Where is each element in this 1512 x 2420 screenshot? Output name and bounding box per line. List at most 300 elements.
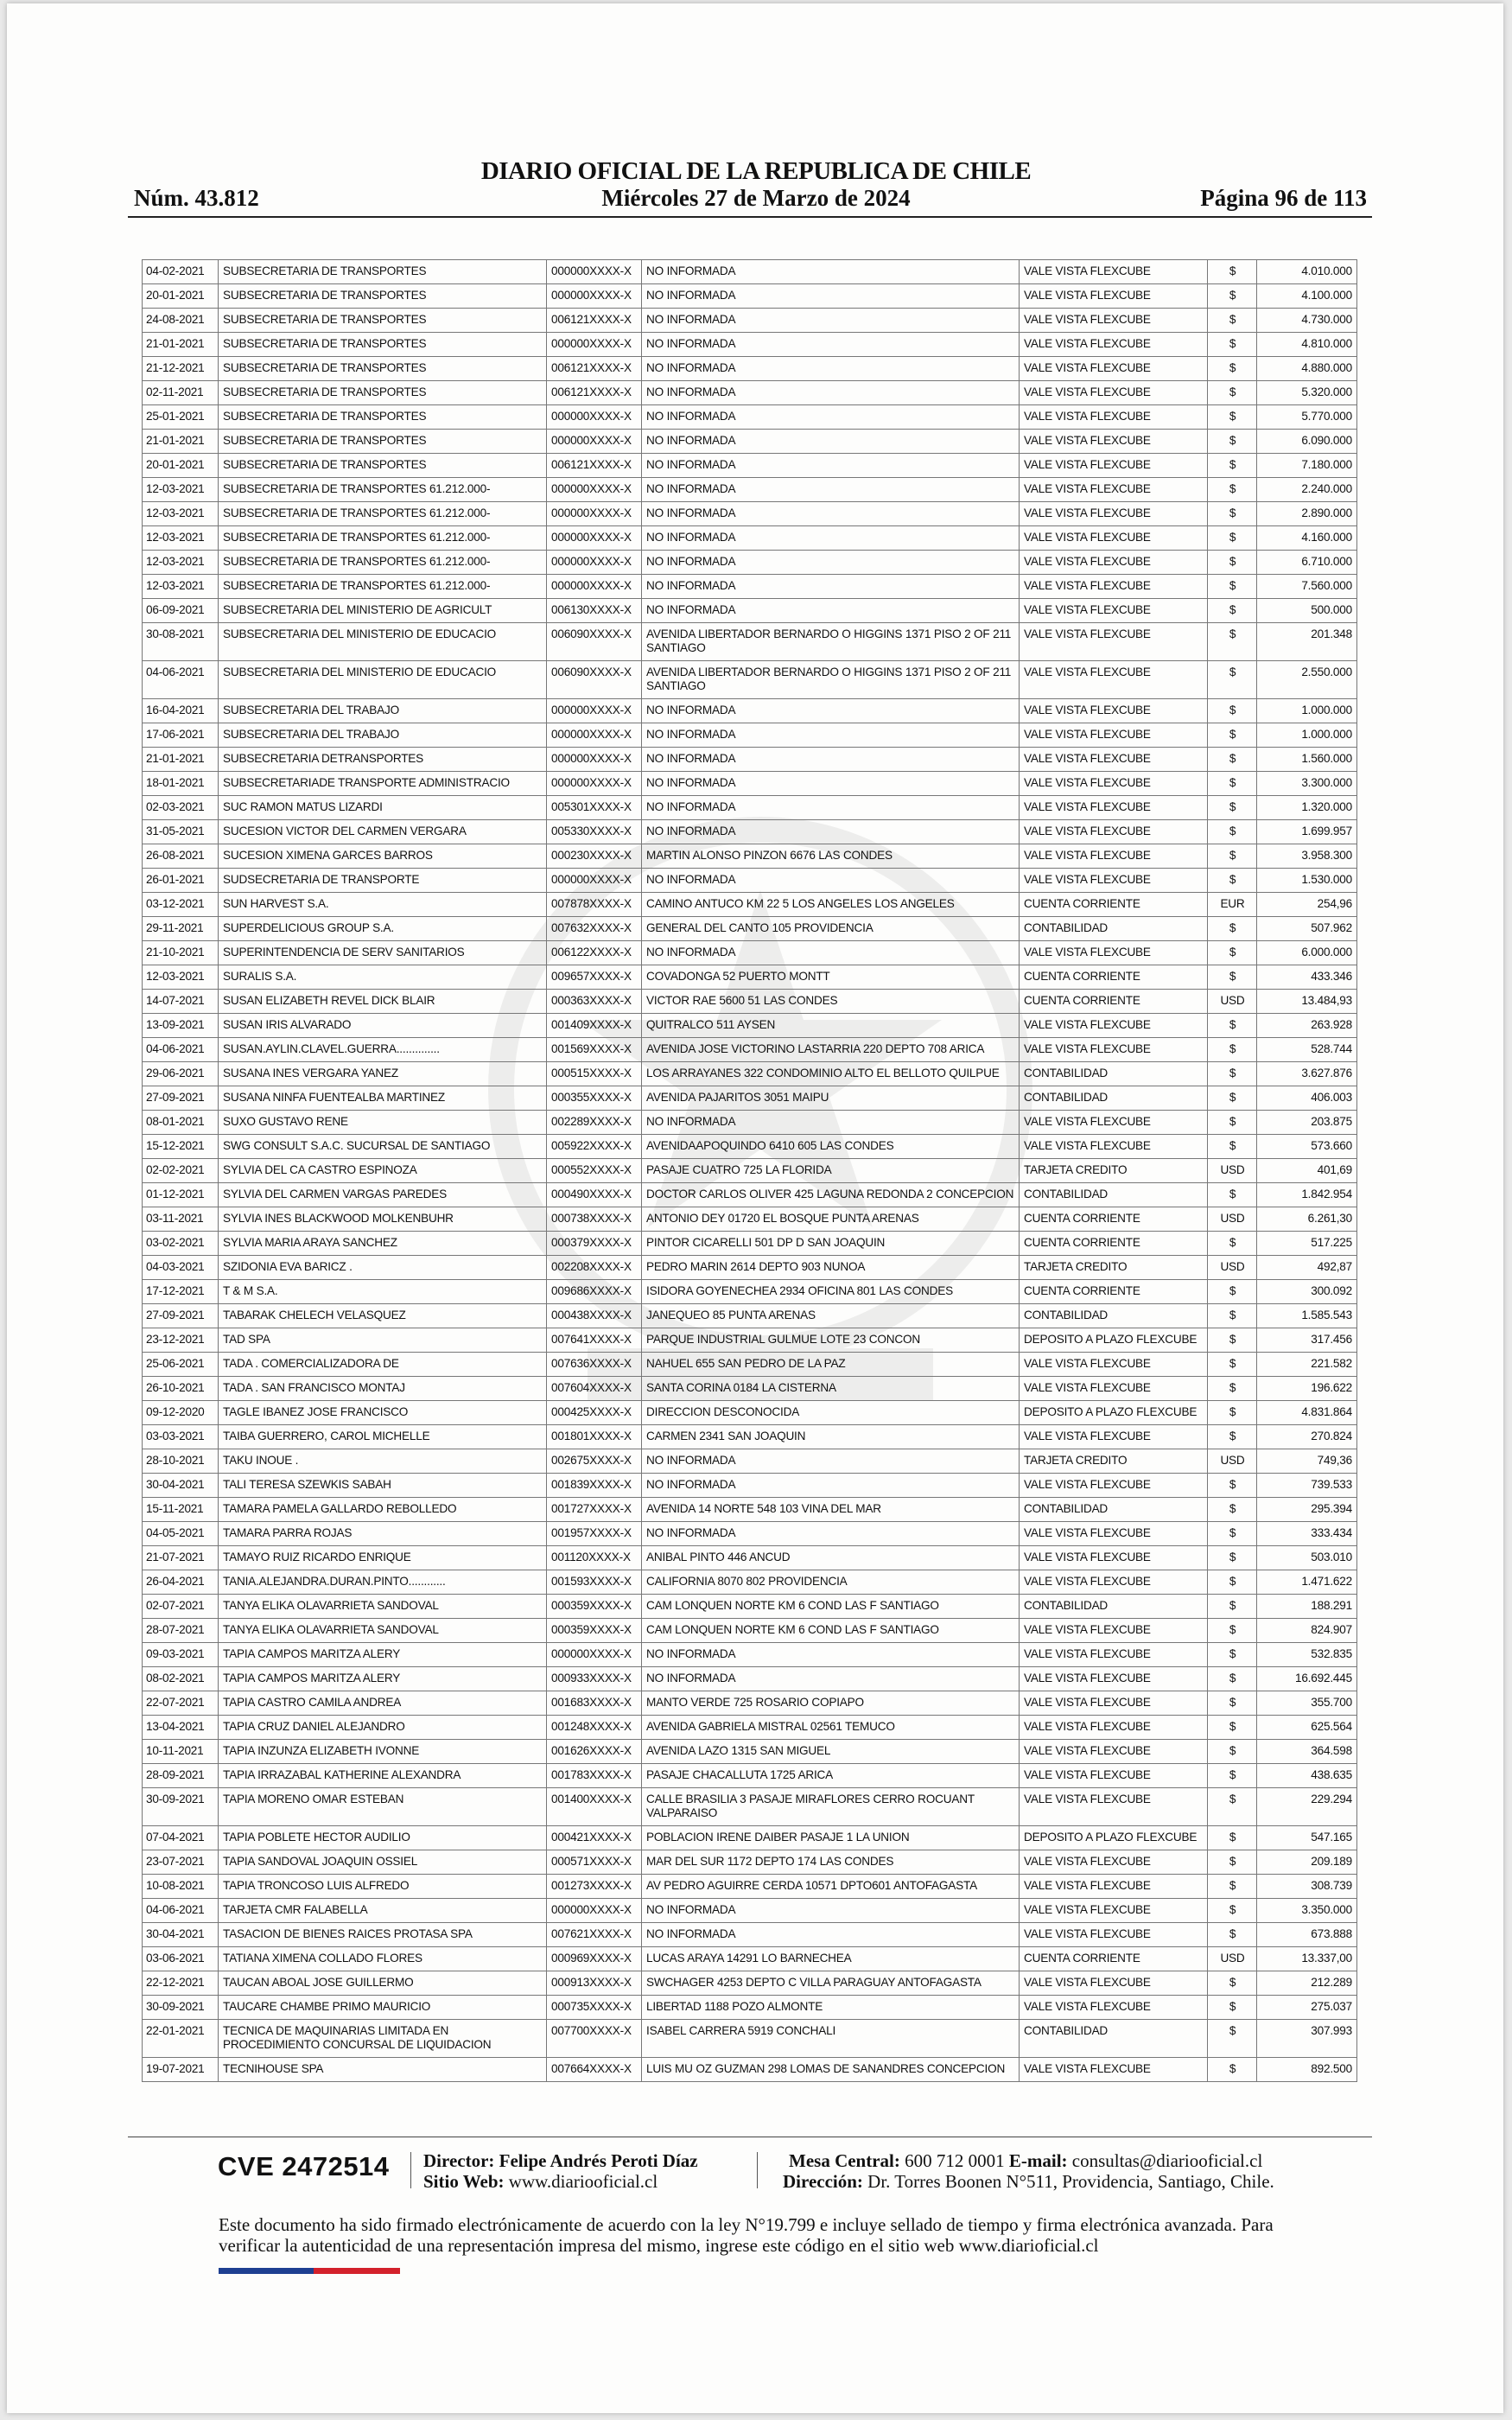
- row-amount: 2.550.000: [1257, 661, 1357, 699]
- table-row: [143, 333, 1357, 357]
- row-date: 21-10-2021: [143, 941, 219, 965]
- row-product: VALE VISTA FLEXCUBE: [1020, 405, 1208, 430]
- table-row: [143, 1038, 1357, 1062]
- director-label: Director:: [423, 2150, 495, 2171]
- row-date: 21-01-2021: [143, 430, 219, 454]
- row-address: NO INFORMADA: [642, 869, 1020, 893]
- row-amount: 3.300.000: [1257, 772, 1357, 796]
- row-address: NO INFORMADA: [642, 284, 1020, 309]
- row-address: JANEQUEO 85 PUNTA ARENAS: [642, 1304, 1020, 1328]
- row-product: CUENTA CORRIENTE: [1020, 1207, 1208, 1232]
- row-amount: 5.770.000: [1257, 405, 1357, 430]
- table-row: [143, 1996, 1357, 2020]
- row-rut: 007641XXXX-X: [547, 1328, 642, 1353]
- row-currency: $: [1208, 333, 1257, 357]
- row-rut: 000000XXXX-X: [547, 723, 642, 748]
- row-product: CONTABILIDAD: [1020, 1062, 1208, 1086]
- row-amount: 401,69: [1257, 1159, 1357, 1183]
- row-currency: $: [1208, 1498, 1257, 1522]
- row-amount: 2.890.000: [1257, 502, 1357, 526]
- row-product: CUENTA CORRIENTE: [1020, 1232, 1208, 1256]
- table-row: [143, 430, 1357, 454]
- row-rut: 000735XXXX-X: [547, 1996, 642, 2020]
- row-currency: $: [1208, 309, 1257, 333]
- row-rut: 000000XXXX-X: [547, 551, 642, 575]
- contact-line: [789, 2150, 1262, 2171]
- table-row: [143, 575, 1357, 599]
- table-row: [143, 478, 1357, 502]
- row-amount: 270.824: [1257, 1425, 1357, 1449]
- row-date: 28-07-2021: [143, 1619, 219, 1643]
- table-row: [143, 1328, 1357, 1353]
- row-currency: $: [1208, 1923, 1257, 1947]
- row-name: TASACION DE BIENES RAICES PROTASA SPA: [219, 1923, 547, 1947]
- row-name: TAPIA CAMPOS MARITZA ALERY: [219, 1667, 547, 1691]
- row-currency: $: [1208, 1826, 1257, 1850]
- row-name: T & M S.A.: [219, 1280, 547, 1304]
- row-product: CUENTA CORRIENTE: [1020, 990, 1208, 1014]
- row-amount: 673.888: [1257, 1923, 1357, 1947]
- row-date: 24-08-2021: [143, 309, 219, 333]
- table-row: [143, 844, 1357, 869]
- row-amount: 406.003: [1257, 1086, 1357, 1111]
- row-currency: $: [1208, 844, 1257, 869]
- table-row: [143, 1826, 1357, 1850]
- table-row: [143, 1546, 1357, 1570]
- row-name: TAD SPA: [219, 1328, 547, 1353]
- row-product: VALE VISTA FLEXCUBE: [1020, 599, 1208, 623]
- row-currency: USD: [1208, 1207, 1257, 1232]
- table-row: [143, 941, 1357, 965]
- row-rut: 000552XXXX-X: [547, 1159, 642, 1183]
- row-product: TARJETA CREDITO: [1020, 1159, 1208, 1183]
- row-amount: 196.622: [1257, 1377, 1357, 1401]
- table-row: [143, 260, 1357, 284]
- row-product: VALE VISTA FLEXCUBE: [1020, 723, 1208, 748]
- row-address: SWCHAGER 4253 DEPTO C VILLA PARAGUAY ANTOFAGASTA: [642, 1971, 1020, 1996]
- registry-table: [142, 259, 1357, 2082]
- row-address: NO INFORMADA: [642, 772, 1020, 796]
- row-product: VALE VISTA FLEXCUBE: [1020, 941, 1208, 965]
- row-amount: 364.598: [1257, 1740, 1357, 1764]
- row-address: AVENIDA 14 NORTE 548 103 VINA DEL MAR: [642, 1498, 1020, 1522]
- row-rut: 006121XXXX-X: [547, 381, 642, 405]
- row-rut: 000000XXXX-X: [547, 1899, 642, 1923]
- row-currency: $: [1208, 796, 1257, 820]
- row-address: PASAJE CHACALLUTA 1725 ARICA: [642, 1764, 1020, 1788]
- phone-label: Mesa Central:: [789, 2150, 900, 2171]
- row-currency: $: [1208, 1996, 1257, 2020]
- row-currency: $: [1208, 941, 1257, 965]
- row-product: VALE VISTA FLEXCUBE: [1020, 820, 1208, 844]
- table-row: [143, 1183, 1357, 1207]
- row-amount: 892.500: [1257, 2058, 1357, 2082]
- row-name: TAIBA GUERRERO, CAROL MICHELLE: [219, 1425, 547, 1449]
- table-row: [143, 893, 1357, 917]
- table-row: [143, 2020, 1357, 2058]
- row-date: 16-04-2021: [143, 699, 219, 723]
- page-number: Página 96 de 113: [1200, 185, 1367, 211]
- row-name: TAMARA PARRA ROJAS: [219, 1522, 547, 1546]
- row-address: POBLACION IRENE DAIBER PASAJE 1 LA UNION: [642, 1826, 1020, 1850]
- row-address: SANTA CORINA 0184 LA CISTERNA: [642, 1377, 1020, 1401]
- table-row: [143, 357, 1357, 381]
- row-rut: 001409XXXX-X: [547, 1014, 642, 1038]
- row-address: AVENIDAAPOQUINDO 6410 605 LAS CONDES: [642, 1135, 1020, 1159]
- row-name: TALI TERESA SZEWKIS SABAH: [219, 1474, 547, 1498]
- row-product: VALE VISTA FLEXCUBE: [1020, 699, 1208, 723]
- table-row: [143, 748, 1357, 772]
- row-amount: 4.880.000: [1257, 357, 1357, 381]
- table-row: [143, 1947, 1357, 1971]
- row-currency: EUR: [1208, 893, 1257, 917]
- row-rut: 000000XXXX-X: [547, 1643, 642, 1667]
- row-date: 30-09-2021: [143, 1788, 219, 1826]
- row-address: AVENIDA GABRIELA MISTRAL 02561 TEMUCO: [642, 1716, 1020, 1740]
- row-date: 08-02-2021: [143, 1667, 219, 1691]
- table-row: [143, 1062, 1357, 1086]
- row-rut: 000490XXXX-X: [547, 1183, 642, 1207]
- row-product: DEPOSITO A PLAZO FLEXCUBE: [1020, 1826, 1208, 1850]
- row-rut: 001801XXXX-X: [547, 1425, 642, 1449]
- email-label: E-mail:: [1008, 2150, 1068, 2171]
- row-name: TAUCARE CHAMBE PRIMO MAURICIO: [219, 1996, 547, 2020]
- email-link[interactable]: consultas@diariooficial.cl: [1071, 2150, 1263, 2171]
- row-product: DEPOSITO A PLAZO FLEXCUBE: [1020, 1401, 1208, 1425]
- row-name: SUBSECRETARIA DEL TRABAJO: [219, 723, 547, 748]
- row-product: CONTABILIDAD: [1020, 917, 1208, 941]
- row-name: TECNIHOUSE SPA: [219, 2058, 547, 2082]
- row-currency: $: [1208, 575, 1257, 599]
- row-currency: $: [1208, 1595, 1257, 1619]
- row-address: NO INFORMADA: [642, 699, 1020, 723]
- row-amount: 625.564: [1257, 1716, 1357, 1740]
- flag-bar: [219, 2268, 400, 2274]
- row-name: SUBSECRETARIA DEL MINISTERIO DE EDUCACIO: [219, 623, 547, 661]
- row-amount: 3.627.876: [1257, 1062, 1357, 1086]
- row-address: CAMINO ANTUCO KM 22 5 LOS ANGELES LOS ANGELES: [642, 893, 1020, 917]
- row-name: SZIDONIA EVA BARICZ .: [219, 1256, 547, 1280]
- row-currency: $: [1208, 1353, 1257, 1377]
- row-product: VALE VISTA FLEXCUBE: [1020, 309, 1208, 333]
- row-rut: 000913XXXX-X: [547, 1971, 642, 1996]
- row-name: SUCESION VICTOR DEL CARMEN VERGARA: [219, 820, 547, 844]
- row-address: NO INFORMADA: [642, 723, 1020, 748]
- row-amount: 209.189: [1257, 1850, 1357, 1875]
- row-rut: 000000XXXX-X: [547, 333, 642, 357]
- table-row: [143, 1850, 1357, 1875]
- row-address: NO INFORMADA: [642, 405, 1020, 430]
- row-product: VALE VISTA FLEXCUBE: [1020, 2058, 1208, 2082]
- row-amount: 3.958.300: [1257, 844, 1357, 869]
- row-currency: $: [1208, 661, 1257, 699]
- row-product: VALE VISTA FLEXCUBE: [1020, 1667, 1208, 1691]
- row-address: CALIFORNIA 8070 802 PROVIDENCIA: [642, 1570, 1020, 1595]
- row-product: VALE VISTA FLEXCUBE: [1020, 1377, 1208, 1401]
- table-row: [143, 1788, 1357, 1826]
- row-currency: $: [1208, 1740, 1257, 1764]
- row-address: NO INFORMADA: [642, 599, 1020, 623]
- row-product: VALE VISTA FLEXCUBE: [1020, 575, 1208, 599]
- row-name: TADA . SAN FRANCISCO MONTAJ: [219, 1377, 547, 1401]
- row-amount: 6.261,30: [1257, 1207, 1357, 1232]
- table-row: [143, 1353, 1357, 1377]
- table-row: [143, 1086, 1357, 1111]
- row-name: TAPIA TRONCOSO LUIS ALFREDO: [219, 1875, 547, 1899]
- row-name: SUXO GUSTAVO RENE: [219, 1111, 547, 1135]
- row-currency: $: [1208, 1716, 1257, 1740]
- row-date: 27-09-2021: [143, 1304, 219, 1328]
- table-row: [143, 1875, 1357, 1899]
- row-currency: $: [1208, 1522, 1257, 1546]
- row-product: VALE VISTA FLEXCUBE: [1020, 1788, 1208, 1826]
- row-name: SUPERDELICIOUS GROUP S.A.: [219, 917, 547, 941]
- row-name: TARJETA CMR FALABELLA: [219, 1899, 547, 1923]
- row-name: SUBSECRETARIA DE TRANSPORTES: [219, 357, 547, 381]
- address-line: [783, 2171, 1274, 2192]
- row-rut: 002289XXXX-X: [547, 1111, 642, 1135]
- row-rut: 006090XXXX-X: [547, 623, 642, 661]
- row-address: NO INFORMADA: [642, 575, 1020, 599]
- row-rut: 006121XXXX-X: [547, 357, 642, 381]
- row-name: SUBSECRETARIA DE TRANSPORTES: [219, 381, 547, 405]
- row-date: 02-07-2021: [143, 1595, 219, 1619]
- row-amount: 5.320.000: [1257, 381, 1357, 405]
- row-currency: $: [1208, 1619, 1257, 1643]
- row-rut: 000000XXXX-X: [547, 869, 642, 893]
- table-row: [143, 1014, 1357, 1038]
- row-address: MANTO VERDE 725 ROSARIO COPIAPO: [642, 1691, 1020, 1716]
- row-amount: 500.000: [1257, 599, 1357, 623]
- row-currency: USD: [1208, 1947, 1257, 1971]
- row-address: ISIDORA GOYENECHEA 2934 OFICINA 801 LAS CONDES: [642, 1280, 1020, 1304]
- row-rut: 001593XXXX-X: [547, 1570, 642, 1595]
- row-amount: 7.560.000: [1257, 575, 1357, 599]
- row-date: 02-02-2021: [143, 1159, 219, 1183]
- row-currency: $: [1208, 430, 1257, 454]
- table-row: [143, 965, 1357, 990]
- table-row: [143, 1401, 1357, 1425]
- row-currency: $: [1208, 1788, 1257, 1826]
- row-date: 01-12-2021: [143, 1183, 219, 1207]
- row-name: SUBSECRETARIA DE TRANSPORTES 61.212.000-: [219, 575, 547, 599]
- row-amount: 1.842.954: [1257, 1183, 1357, 1207]
- row-date: 08-01-2021: [143, 1111, 219, 1135]
- table-row: [143, 2058, 1357, 2082]
- table-row: [143, 526, 1357, 551]
- row-rut: 006130XXXX-X: [547, 599, 642, 623]
- table-row: [143, 869, 1357, 893]
- row-address: NO INFORMADA: [642, 357, 1020, 381]
- row-product: VALE VISTA FLEXCUBE: [1020, 1474, 1208, 1498]
- row-product: VALE VISTA FLEXCUBE: [1020, 1570, 1208, 1595]
- row-amount: 532.835: [1257, 1643, 1357, 1667]
- row-name: SYLVIA MARIA ARAYA SANCHEZ: [219, 1232, 547, 1256]
- row-rut: 005922XXXX-X: [547, 1135, 642, 1159]
- row-product: VALE VISTA FLEXCUBE: [1020, 844, 1208, 869]
- row-name: TABARAK CHELECH VELASQUEZ: [219, 1304, 547, 1328]
- row-amount: 492,87: [1257, 1256, 1357, 1280]
- row-name: SUSAN.AYLIN.CLAVEL.GUERRA..............: [219, 1038, 547, 1062]
- row-name: TAPIA SANDOVAL JOAQUIN OSSIEL: [219, 1850, 547, 1875]
- row-date: 15-12-2021: [143, 1135, 219, 1159]
- row-date: 17-06-2021: [143, 723, 219, 748]
- row-rut: 009686XXXX-X: [547, 1280, 642, 1304]
- row-amount: 2.240.000: [1257, 478, 1357, 502]
- row-rut: 000359XXXX-X: [547, 1595, 642, 1619]
- row-address: NO INFORMADA: [642, 1111, 1020, 1135]
- row-rut: 001248XXXX-X: [547, 1716, 642, 1740]
- row-currency: $: [1208, 1764, 1257, 1788]
- row-date: 10-08-2021: [143, 1875, 219, 1899]
- row-product: VALE VISTA FLEXCUBE: [1020, 1923, 1208, 1947]
- director-line: [423, 2150, 698, 2171]
- row-name: TECNICA DE MAQUINARIAS LIMITADA EN PROCEDIMIENTO CONCURSAL DE LIQUIDACION: [219, 2020, 547, 2058]
- row-address: DOCTOR CARLOS OLIVER 425 LAGUNA REDONDA 2 CONCEPCION: [642, 1183, 1020, 1207]
- row-product: VALE VISTA FLEXCUBE: [1020, 1899, 1208, 1923]
- director-name: Felipe Andrés Peroti Díaz: [499, 2150, 698, 2171]
- row-currency: USD: [1208, 1449, 1257, 1474]
- row-amount: 263.928: [1257, 1014, 1357, 1038]
- website-link[interactable]: www.diariooficial.cl: [508, 2171, 658, 2192]
- row-address: NO INFORMADA: [642, 430, 1020, 454]
- row-address: NO INFORMADA: [642, 309, 1020, 333]
- table-row: [143, 796, 1357, 820]
- row-address: NO INFORMADA: [642, 333, 1020, 357]
- row-rut: 007878XXXX-X: [547, 893, 642, 917]
- row-amount: 6.710.000: [1257, 551, 1357, 575]
- row-amount: 307.993: [1257, 2020, 1357, 2058]
- row-amount: 4.831.864: [1257, 1401, 1357, 1425]
- row-product: CONTABILIDAD: [1020, 1183, 1208, 1207]
- row-date: 21-12-2021: [143, 357, 219, 381]
- row-rut: 005301XXXX-X: [547, 796, 642, 820]
- legal-notice: Este documento ha sido firmado electrónicamente de acuerdo con la ley N°19.799 e incluye sellado de tiempo y firma electrónica avanzada. Para verificar la autenticidad de una representación impresa del mismo, ingrese este código en el sitio web www.diarioficial.cl: [219, 2214, 1274, 2256]
- row-name: SUSANA INES VERGARA YANEZ: [219, 1062, 547, 1086]
- row-amount: 547.165: [1257, 1826, 1357, 1850]
- row-rut: 000230XXXX-X: [547, 844, 642, 869]
- row-product: DEPOSITO A PLAZO FLEXCUBE: [1020, 1328, 1208, 1353]
- row-name: SUBSECRETARIA DE TRANSPORTES 61.212.000-: [219, 502, 547, 526]
- row-name: SYLVIA DEL CARMEN VARGAS PAREDES: [219, 1183, 547, 1207]
- row-rut: 000571XXXX-X: [547, 1850, 642, 1875]
- row-date: 04-06-2021: [143, 661, 219, 699]
- row-date: 12-03-2021: [143, 965, 219, 990]
- row-address: NO INFORMADA: [642, 381, 1020, 405]
- row-address: CAM LONQUEN NORTE KM 6 COND LAS F SANTIAGO: [642, 1619, 1020, 1643]
- row-date: 22-12-2021: [143, 1971, 219, 1996]
- row-address: COVADONGA 52 PUERTO MONTT: [642, 965, 1020, 990]
- row-address: NO INFORMADA: [642, 502, 1020, 526]
- row-product: CONTABILIDAD: [1020, 1086, 1208, 1111]
- row-product: VALE VISTA FLEXCUBE: [1020, 1996, 1208, 2020]
- row-amount: 212.289: [1257, 1971, 1357, 1996]
- row-name: TAPIA CASTRO CAMILA ANDREA: [219, 1691, 547, 1716]
- row-product: VALE VISTA FLEXCUBE: [1020, 1135, 1208, 1159]
- row-address: LUIS MU OZ GUZMAN 298 LOMAS DE SANANDRES CONCEPCION: [642, 2058, 1020, 2082]
- row-rut: 007664XXXX-X: [547, 2058, 642, 2082]
- flag-blue-stripe: [219, 2268, 314, 2274]
- table-row: [143, 661, 1357, 699]
- row-currency: $: [1208, 723, 1257, 748]
- row-address: NO INFORMADA: [642, 820, 1020, 844]
- table-row: [143, 1377, 1357, 1401]
- row-currency: USD: [1208, 1159, 1257, 1183]
- row-product: VALE VISTA FLEXCUBE: [1020, 478, 1208, 502]
- row-address: NO INFORMADA: [642, 454, 1020, 478]
- row-currency: $: [1208, 965, 1257, 990]
- row-currency: $: [1208, 260, 1257, 284]
- row-rut: 000000XXXX-X: [547, 502, 642, 526]
- row-name: TAGLE IBANEZ JOSE FRANCISCO: [219, 1401, 547, 1425]
- row-product: VALE VISTA FLEXCUBE: [1020, 430, 1208, 454]
- row-name: SYLVIA INES BLACKWOOD MOLKENBUHR: [219, 1207, 547, 1232]
- row-date: 10-11-2021: [143, 1740, 219, 1764]
- row-name: TADA . COMERCIALIZADORA DE: [219, 1353, 547, 1377]
- row-name: TANYA ELIKA OLAVARRIETA SANDOVAL: [219, 1595, 547, 1619]
- row-date: 04-02-2021: [143, 260, 219, 284]
- row-rut: 001839XXXX-X: [547, 1474, 642, 1498]
- row-currency: USD: [1208, 1256, 1257, 1280]
- table-row: [143, 1111, 1357, 1135]
- row-amount: 1.471.622: [1257, 1570, 1357, 1595]
- row-date: 22-07-2021: [143, 1691, 219, 1716]
- row-date: 21-01-2021: [143, 748, 219, 772]
- row-rut: 005330XXXX-X: [547, 820, 642, 844]
- row-address: AV PEDRO AGUIRRE CERDA 10571 DPTO601 ANTOFAGASTA: [642, 1875, 1020, 1899]
- row-product: VALE VISTA FLEXCUBE: [1020, 454, 1208, 478]
- row-rut: 000425XXXX-X: [547, 1401, 642, 1425]
- row-name: SUBSECRETARIA DE TRANSPORTES: [219, 284, 547, 309]
- row-rut: 000363XXXX-X: [547, 990, 642, 1014]
- row-currency: $: [1208, 381, 1257, 405]
- row-address: NO INFORMADA: [642, 941, 1020, 965]
- row-amount: 1.699.957: [1257, 820, 1357, 844]
- table-row: [143, 1570, 1357, 1595]
- row-currency: $: [1208, 748, 1257, 772]
- table-row: [143, 381, 1357, 405]
- row-amount: 507.962: [1257, 917, 1357, 941]
- row-currency: $: [1208, 405, 1257, 430]
- table-row: [143, 772, 1357, 796]
- row-product: VALE VISTA FLEXCUBE: [1020, 1716, 1208, 1740]
- row-amount: 4.010.000: [1257, 260, 1357, 284]
- row-currency: $: [1208, 284, 1257, 309]
- row-currency: $: [1208, 1062, 1257, 1086]
- row-date: 02-03-2021: [143, 796, 219, 820]
- row-rut: 000000XXXX-X: [547, 430, 642, 454]
- row-name: SUC RAMON MATUS LIZARDI: [219, 796, 547, 820]
- row-name: SUBSECRETARIA DEL TRABAJO: [219, 699, 547, 723]
- row-product: VALE VISTA FLEXCUBE: [1020, 1764, 1208, 1788]
- row-date: 26-10-2021: [143, 1377, 219, 1401]
- row-date: 28-09-2021: [143, 1764, 219, 1788]
- row-name: SUSANA NINFA FUENTEALBA MARTINEZ: [219, 1086, 547, 1111]
- row-amount: 300.092: [1257, 1280, 1357, 1304]
- row-amount: 739.533: [1257, 1474, 1357, 1498]
- table-row: [143, 1667, 1357, 1691]
- row-date: 04-03-2021: [143, 1256, 219, 1280]
- table-row: [143, 1764, 1357, 1788]
- row-address: ISABEL CARRERA 5919 CONCHALI: [642, 2020, 1020, 2058]
- row-currency: $: [1208, 1474, 1257, 1498]
- row-currency: $: [1208, 2020, 1257, 2058]
- row-rut: 006122XXXX-X: [547, 941, 642, 965]
- row-product: VALE VISTA FLEXCUBE: [1020, 1875, 1208, 1899]
- row-currency: $: [1208, 551, 1257, 575]
- phone-value: 600 712 0001: [905, 2150, 1005, 2171]
- row-currency: $: [1208, 1875, 1257, 1899]
